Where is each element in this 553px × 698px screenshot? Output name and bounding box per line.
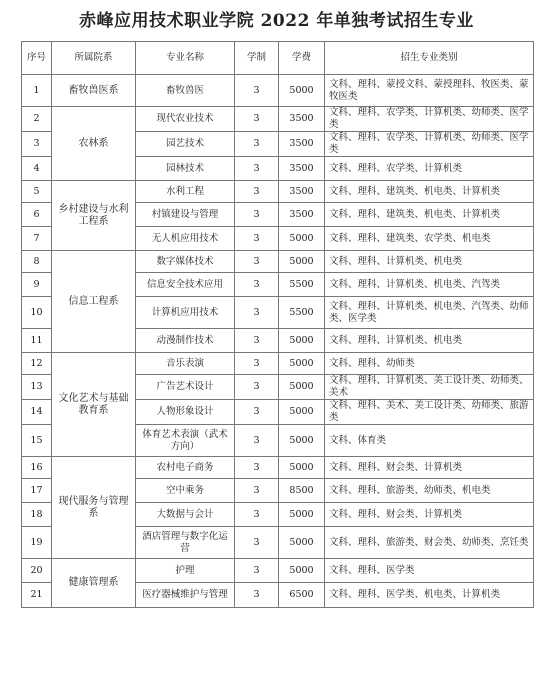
row-years: 3 <box>235 479 279 503</box>
row-fee: 5000 <box>279 227 325 251</box>
row-fee: 5500 <box>279 297 325 329</box>
row-years: 3 <box>235 107 279 132</box>
row-category: 文科、理科、建筑类、机电类、计算机类 <box>325 181 534 203</box>
table-row <box>22 559 534 583</box>
table-row <box>22 75 534 107</box>
row-no: 4 <box>22 157 52 181</box>
header-fee: 学费 <box>279 42 325 75</box>
row-category: 文科、理科、幼师类 <box>325 353 534 375</box>
row-category: 文科、理科、财会类、计算机类 <box>325 457 534 479</box>
row-fee: 5000 <box>279 329 325 353</box>
row-no: 14 <box>22 400 52 425</box>
row-major: 信息安全技术应用 <box>136 273 235 297</box>
row-major: 农村电子商务 <box>136 457 235 479</box>
row-fee: 5000 <box>279 400 325 425</box>
row-no: 11 <box>22 329 52 353</box>
row-fee: 3500 <box>279 132 325 157</box>
row-no: 18 <box>22 503 52 527</box>
row-fee: 6500 <box>279 583 325 608</box>
header-dept: 所属院系 <box>52 42 136 75</box>
row-category: 文科、理科、农学类、计算机类、幼师类、医学类 <box>325 107 534 132</box>
row-category: 文科、理科、财会类、计算机类 <box>325 503 534 527</box>
row-major: 酒店管理与数字化运营 <box>136 527 235 559</box>
row-major: 畜牧兽医 <box>136 75 235 107</box>
row-major: 体育艺术表演（武术方向） <box>136 425 235 457</box>
row-major: 数字媒体技术 <box>136 251 235 273</box>
row-dept: 信息工程系 <box>52 251 136 353</box>
row-category: 文科、理科、旅游类、财会类、幼师类、烹饪类 <box>325 527 534 559</box>
row-years: 3 <box>235 251 279 273</box>
table-row <box>22 353 534 375</box>
row-major: 护理 <box>136 559 235 583</box>
row-category: 文科、理科、建筑类、农学类、机电类 <box>325 227 534 251</box>
row-no: 6 <box>22 203 52 227</box>
row-years: 3 <box>235 297 279 329</box>
row-years: 3 <box>235 353 279 375</box>
header-no: 序号 <box>22 42 52 75</box>
row-years: 3 <box>235 181 279 203</box>
row-major: 无人机应用技术 <box>136 227 235 251</box>
row-no: 10 <box>22 297 52 329</box>
row-dept: 健康管理系 <box>52 559 136 608</box>
row-years: 3 <box>235 157 279 181</box>
row-years: 3 <box>235 203 279 227</box>
row-category: 文科、理科、建筑类、机电类、计算机类 <box>325 203 534 227</box>
row-no: 7 <box>22 227 52 251</box>
row-years: 3 <box>235 583 279 608</box>
row-category: 文科、理科、旅游类、幼师类、机电类 <box>325 479 534 503</box>
row-fee: 3500 <box>279 181 325 203</box>
row-category: 文科、理科、计算机类、机电类 <box>325 251 534 273</box>
row-fee: 5000 <box>279 425 325 457</box>
row-major: 大数据与会计 <box>136 503 235 527</box>
row-years: 3 <box>235 132 279 157</box>
row-category: 文科、理科、计算机类、美工设计类、幼师类、美术 <box>325 375 534 400</box>
row-category: 文科、理科、农学类、计算机类、幼师类、医学类 <box>325 132 534 157</box>
row-fee: 5000 <box>279 503 325 527</box>
header-major: 专业名称 <box>136 42 235 75</box>
row-category: 文科、理科、医学类、机电类、计算机类 <box>325 583 534 608</box>
row-major: 水利工程 <box>136 181 235 203</box>
table-header-row <box>22 42 534 75</box>
row-no: 12 <box>22 353 52 375</box>
row-years: 3 <box>235 75 279 107</box>
row-fee: 3500 <box>279 107 325 132</box>
row-fee: 5000 <box>279 353 325 375</box>
row-years: 3 <box>235 273 279 297</box>
table-row <box>22 457 534 479</box>
row-years: 3 <box>235 375 279 400</box>
row-major: 园艺技术 <box>136 132 235 157</box>
table-row <box>22 251 534 273</box>
row-fee: 3500 <box>279 203 325 227</box>
row-no: 3 <box>22 132 52 157</box>
row-no: 20 <box>22 559 52 583</box>
header-category: 招生专业类别 <box>325 42 534 75</box>
row-fee: 5000 <box>279 559 325 583</box>
row-no: 2 <box>22 107 52 132</box>
row-category: 文科、理科、美术、美工设计类、幼师类、旅游类 <box>325 400 534 425</box>
row-major: 现代农业技术 <box>136 107 235 132</box>
row-major: 音乐表演 <box>136 353 235 375</box>
row-dept: 乡村建设与水利工程系 <box>52 181 136 251</box>
row-dept: 现代服务与管理系 <box>52 457 136 559</box>
header-years: 学制 <box>235 42 279 75</box>
row-category: 文科、理科、计算机类、机电类、汽驾类、幼师类、医学类 <box>325 297 534 329</box>
row-category: 文科、理科、农学类、计算机类 <box>325 157 534 181</box>
table-row <box>22 181 534 203</box>
row-years: 3 <box>235 425 279 457</box>
row-major: 园林技术 <box>136 157 235 181</box>
row-category: 文科、理科、计算机类、机电类、汽驾类 <box>325 273 534 297</box>
row-years: 3 <box>235 227 279 251</box>
row-category: 文科、理科、计算机类、机电类 <box>325 329 534 353</box>
row-category: 文科、理科、蒙授文科、蒙授理科、牧医类、蒙牧医类 <box>325 75 534 107</box>
row-no: 5 <box>22 181 52 203</box>
row-no: 8 <box>22 251 52 273</box>
row-no: 19 <box>22 527 52 559</box>
row-years: 3 <box>235 559 279 583</box>
row-no: 13 <box>22 375 52 400</box>
row-dept: 农林系 <box>52 107 136 181</box>
row-fee: 5000 <box>279 457 325 479</box>
row-major: 广告艺术设计 <box>136 375 235 400</box>
row-dept: 畜牧兽医系 <box>52 75 136 107</box>
row-years: 3 <box>235 329 279 353</box>
row-no: 9 <box>22 273 52 297</box>
row-fee: 5000 <box>279 375 325 400</box>
row-category: 文科、体育类 <box>325 425 534 457</box>
row-major: 计算机应用技术 <box>136 297 235 329</box>
row-major: 空中乘务 <box>136 479 235 503</box>
row-no: 17 <box>22 479 52 503</box>
row-major: 医疗器械维护与管理 <box>136 583 235 608</box>
row-major: 人物形象设计 <box>136 400 235 425</box>
row-fee: 3500 <box>279 157 325 181</box>
row-fee: 5000 <box>279 75 325 107</box>
row-no: 21 <box>22 583 52 608</box>
majors-table <box>21 41 534 608</box>
row-fee: 5000 <box>279 251 325 273</box>
row-fee: 5000 <box>279 527 325 559</box>
row-major: 村镇建设与管理 <box>136 203 235 227</box>
table-body <box>22 75 534 608</box>
row-category: 文科、理科、医学类 <box>325 559 534 583</box>
row-years: 3 <box>235 400 279 425</box>
page-title: 赤峰应用技术职业学院 2022 年单独考试招生专业 <box>79 11 474 31</box>
row-dept: 文化艺术与基础教育系 <box>52 353 136 457</box>
row-fee: 8500 <box>279 479 325 503</box>
row-no: 1 <box>22 75 52 107</box>
table-row <box>22 107 534 132</box>
row-major: 动漫制作技术 <box>136 329 235 353</box>
row-years: 3 <box>235 457 279 479</box>
row-fee: 5500 <box>279 273 325 297</box>
row-no: 15 <box>22 425 52 457</box>
row-years: 3 <box>235 503 279 527</box>
row-years: 3 <box>235 527 279 559</box>
row-no: 16 <box>22 457 52 479</box>
